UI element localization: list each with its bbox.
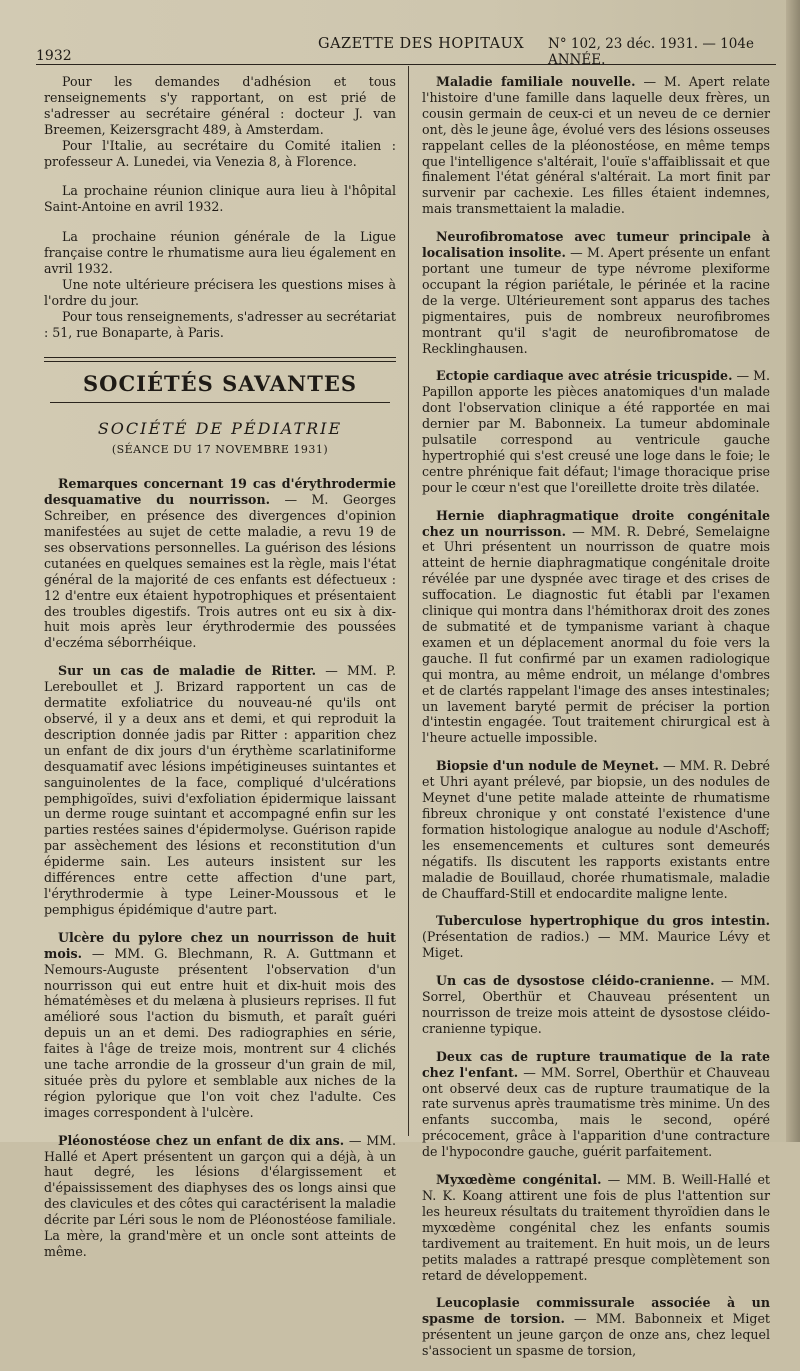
article-item [422,74,770,217]
article-item [422,508,770,747]
notice-paragraph: Pour les demandes d'adhésion et tous renseignements s'y rapportant, on est prié de s'adresser au secrétaire général : docteur J. van Breemen, Keizersgracht 489, à Amsterdam. [44,74,396,137]
article-title: Neurofibromatose avec tumeur principale à localisation insolite. [422,229,770,261]
article-body: — M. Georges Schreiber, en présence des divergences d'opinion manifestées au sujet de cette maladie, a revu 19 de ses observations personnelles. La guérison des lésions cutanées en quelques semaines est la règle, mais l'état général de la majorité de ces enfants est défectueux : 12 d'entre eux étaient hypotrophiques et présentaient des troubles digestifs. Trois autres ont eu six à dix-huit mois après leur érythrodermie des poussées d'eczéma séborrhéique. [44,492,397,651]
article-item [422,1172,770,1283]
article-item [422,913,770,961]
article-item [422,1049,770,1160]
article-body: — MM. Sorrel, Oberthür et Chauveau présentent un nourrisson de treize mois atteint de dysostose cléido-cranienne typique. [422,973,770,1036]
notice-paragraph: La prochaine réunion clinique aura lieu à l'hôpital Saint-Antoine en avril 1932. [44,183,396,215]
article-item [44,1133,396,1260]
article-body: — M. Apert présente un enfant portant une tumeur de type névrome plexiforme occupant la région pariétale, le périnée et la racine de la verge. Ultérieurement sont apparus des taches pigmentaires, puis de nombreux neurofibromes montrant qu'il s'agit de neurofibromatose de Recklinghausen. [422,245,770,356]
right-column [422,74,770,1371]
article-title: Deux cas de rupture traumatique de la rate chez l'enfant. [422,1048,770,1080]
page-edge [786,0,800,1142]
article-item [422,229,770,356]
section-rule [50,402,390,403]
article-body: — MM. Babonneix et Miget présentent un jeune garçon de onze ans, chez lequel s'associent un spasme de torsion, [422,1311,770,1359]
section-double-rule [44,357,396,362]
article-title: Myxœdème congénital. [436,1172,602,1188]
header-rule [36,64,776,65]
article-title: Maladie familiale nouvelle. [436,74,636,89]
article-title: Leucoplasie commissurale associée à un spasme de torsion. [422,1295,770,1327]
article-body: (Présentation de radios.) — MM. Maurice Lévy et Miget. [422,929,770,961]
article-item [422,368,770,495]
issue-info: N° 102, 23 déc. 1931. — 104e ANNÉE. [548,36,754,68]
article-item [44,476,396,651]
article-body: — MM. R. Debré, Semelaigne et Uhri présentent un nourrisson de quatre mois atteint de hernie diaphragmatique congénitale droite révélée par une dyspnée avec tirage et des crises de suffocation. Le diagnostic fut établi par l'examen clinique qui montra dans l'hémithorax droit des zones de submatité et de tympanisme variant à chaque examen et un déplacement anormal du foie vers la gauche. Il fut confirmé par un examen radiologique qui montra, au même endroit, un mélange d'ombres et de clartés rappelant l'image des anses intestinales; un lavement baryté permit de préciser la portion d'intestin engagée. Tout traitement chirurgical est à l'heure actuelle impossible. [422,523,770,746]
article-item [422,758,770,901]
article-item [422,1295,770,1359]
column-divider [408,66,409,1136]
article-body: — MM. Sorrel, Oberthür et Chauveau ont observé deux cas de rupture traumatique de la rate survenus après traumatisme très minime. Un des enfants succomba, mais le second, opéré précocement, grâce à l'apparition d'une contracture de l'hypocondre gauche, guérit parfaitement. [422,1064,770,1160]
article-body: — MM. R. Debré et Uhri ayant prélevé, par biopsie, un des nodules de Meynet d'une petite malade atteinte de rhumatisme fibreux chronique y ont constaté l'existence d'une formation histologique analogue au nodule d'Aschoff; les ensemencements et cultures sont demeurés négatifs. Ils discutent les rapports existants entre maladie de Bouillaud, chorée rhumatismale, maladie de Chauffard-Still et endocardite maligne lente. [422,758,770,901]
article-title: Ulcère du pylore chez un nourrisson de huit mois. [44,929,396,961]
seance-date: (SÉANCE DU 17 NOVEMBRE 1931) [111,443,329,457]
notice-paragraph: Pour tous renseignements, s'adresser au secrétariat : 51, rue Bonaparte, à Paris. [44,308,396,340]
article-body: — M. Papillon apporte les pièces anatomiques d'un malade dont l'observation clinique a été rapportée en mai dernier par M. Babonneix. La tumeur abdominale pulsatile correspond au ventricule gauche hypertrophié qui s'est creusé une loge dans le foie; le centre phrénique fait défaut; l'image thoracique prise pour le cœur n'est que l'oreillette droite très dilatée. [422,368,770,495]
article-body: — M. Apert relate l'histoire d'une famille dans laquelle deux frères, un cousin germain de ceux-ci et un neveu de ce dernier ont, dès le jeune âge, évolué vers des lésions osseuses rappelant celles de la pléonostéose, en même temps que l'intelligence s'altérait, l'ouïe s'affaiblissait et que finalement l'état général s'altérait. La mort finit par survenir par cachexie. Les filles étaient indemnes, mais transmettaient la maladie. [422,74,770,217]
page-header [36,34,776,68]
article-title: Hernie diaphragmatique droite congénitale chez un nourrisson. [422,507,770,539]
notice-paragraph: Une note ultérieure précisera les questions mises à l'ordre du jour. [44,276,396,308]
article-item [44,930,396,1121]
article-title: Tuberculose hypertrophique du gros intestin. [436,913,770,929]
article-body: — MM. Hallé et Apert présentent un garçon qui a déjà, à un haut degré, les lésions d'élargissement et d'épaississement des diaphyses des os longs ainsi que des clavicules et des côtes qui caractérisent la maladie décrite par Léri sous le nom de Pléonostéose familiale. La mère, la grand'mère et un oncle sont atteints de même. [44,1132,397,1259]
article-title: Un cas de dysostose cléido-cranienne. [436,973,715,989]
page-number: 1932 [36,48,72,64]
article-body: — MM. P. Lereboullet et J. Brizard rapportent un cas de dermatite exfoliatrice du nouveau-né qu'ils ont observé, il y a deux ans et demi, et qui reproduit la description donnée jadis par Ritter : apparition chez un enfant de dix jours d'un érythème scarlatiniforme desquamatif avec lésions impétigineuses suintantes et sanguinolentes de la face, compliqué d'ulcérations pemphigoïdes, suivi d'exfoliation épidermique laissant un derme rouge suintant et accompagné enfin sur les parties restées saines d'épidermolyse. Guérison rapide par assèchement des lésions et reconstitution d'un épiderme sain. Les auteurs insistent sur les différences entre cette affection d'une part, l'érythrodermie à type Leiner-Moussous et le pemphigus épidémique d'autre part. [44,663,396,917]
left-column [44,74,396,1272]
article-title: Pléonostéose chez un enfant de dix ans. [58,1132,345,1148]
article-item [44,663,396,918]
article-title: Ectopie cardiaque avec atrésie tricuspide. [436,368,733,384]
article-body: — MM. G. Blechmann, R. A. Guttmann et Nemours-Auguste présentent l'observation d'un nourrisson qui eut entre huit et dix-huit mois des hématémèses et du melæna à plusieurs reprises. Il fut amélioré sous l'action du bismuth, et paraît guéri depuis un an et demi. Des radiographies en série, faites à l'âge de treize mois, montrent sur 4 clichés une tache arrondie de la grosseur d'un grain de mil, située près du pylore et semblable aux niches de la région pylorique que l'on voit chez l'adulte. Ces images correspondent à l'ulcère. [44,945,396,1120]
article-item [422,973,770,1037]
notice-paragraph: La prochaine réunion générale de la Ligue française contre le rhumatisme aura lieu également en avril 1932. [44,229,396,277]
society-title: SOCIÉTÉ DE PÉDIATRIE [97,418,343,438]
article-title: Sur un cas de maladie de Ritter. [58,663,317,679]
section-title: SOCIÉTÉS SAVANTES [83,370,357,396]
article-title: Remarques concernant 19 cas d'érythrodermie desquamative du nourrisson. [44,476,396,508]
article-title: Biopsie d'un nodule de Meynet. [436,758,659,774]
article-body: — MM. B. Weill-Hallé et N. K. Koang attirent une fois de plus l'attention sur les heureux résultats du traitement thyroïdien dans le myxœdème congénital chez les enfants soumis tardivement au traitement. En huit mois, un de leurs petits malades a rattrapé presque complètement son retard de développement. [422,1172,770,1283]
notice-paragraph: Pour l'Italie, au secrétaire du Comité italien : professeur A. Lunedei, via Venezia 8, à Florence. [44,137,396,169]
journal-title: GAZETTE DES HOPITAUX [318,36,525,52]
